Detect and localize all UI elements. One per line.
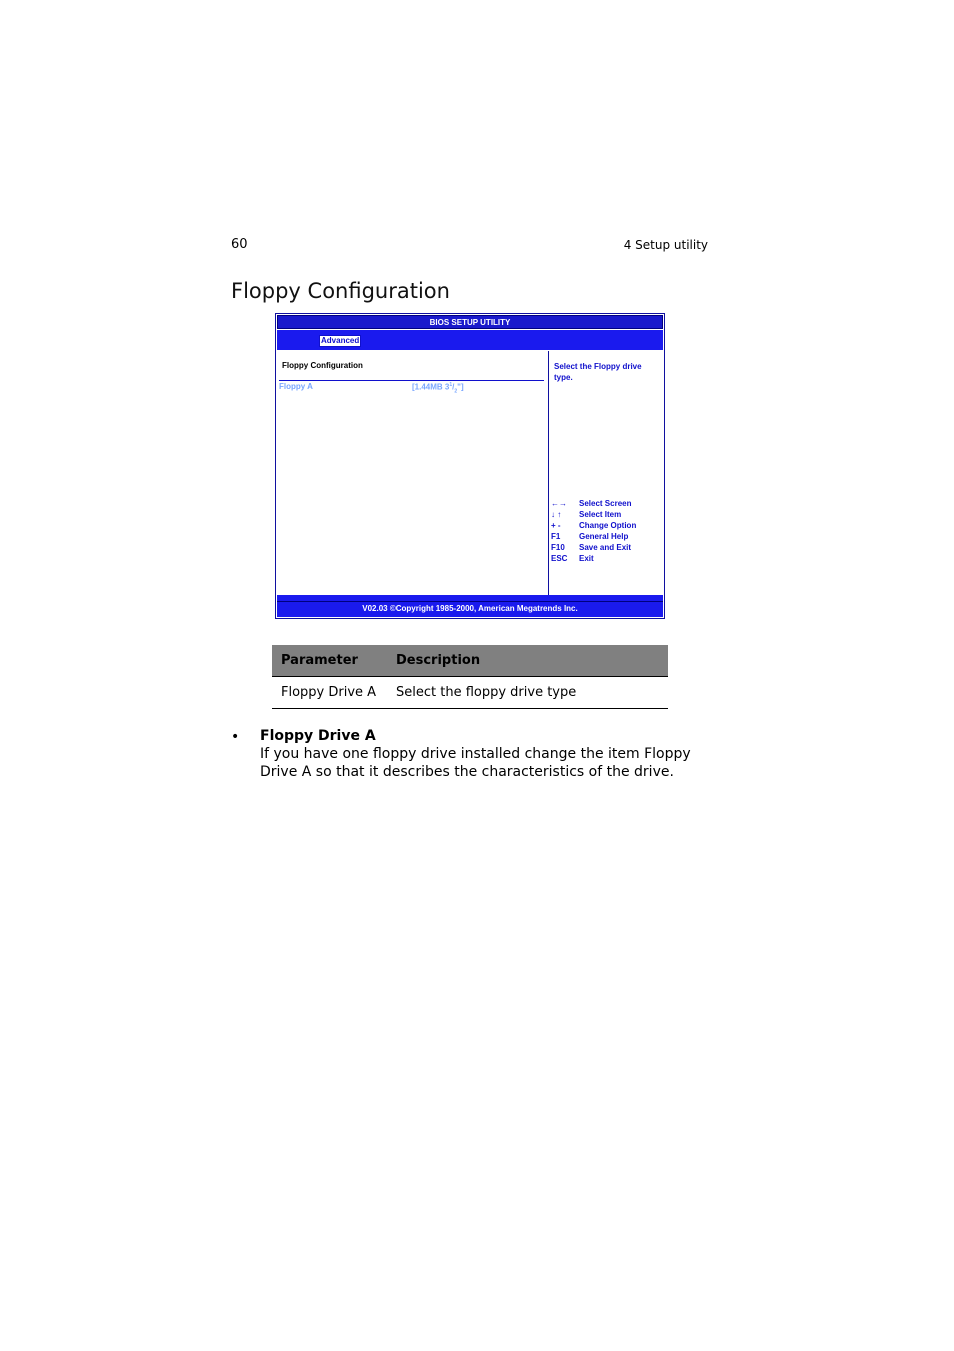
key-plus-minus: + - bbox=[551, 521, 561, 530]
key-arrows-horizontal: ←→ bbox=[551, 499, 567, 508]
key-row bbox=[551, 542, 661, 553]
key-row bbox=[551, 498, 661, 509]
bullet-heading: Floppy Drive A bbox=[260, 728, 376, 744]
floppy-a-value-sup: 1 bbox=[449, 382, 453, 388]
key-desc: General Help bbox=[579, 532, 629, 541]
page-title: Floppy Configuration bbox=[231, 279, 450, 303]
key-row bbox=[551, 531, 661, 542]
bios-title: BIOS SETUP UTILITY bbox=[277, 315, 663, 329]
parameter-table bbox=[272, 645, 668, 709]
key-esc: ESC bbox=[551, 554, 568, 563]
bullet-icon: • bbox=[231, 729, 240, 745]
key-desc: Exit bbox=[579, 554, 594, 563]
bios-settings-panel bbox=[277, 351, 548, 596]
page-number: 60 bbox=[231, 237, 248, 252]
table-row bbox=[272, 677, 668, 709]
cell-parameter: Floppy Drive A bbox=[272, 677, 387, 709]
bios-menu-bar bbox=[277, 330, 663, 350]
floppy-a-label[interactable]: Floppy A bbox=[279, 382, 313, 391]
floppy-a-value[interactable]: [1.44MB $3^1/_2$"] bbox=[412, 382, 464, 395]
floppy-a-value-sub: 2 bbox=[454, 388, 458, 395]
key-row bbox=[551, 509, 661, 520]
key-desc: Select Item bbox=[579, 510, 622, 519]
bullet-body: If you have one floppy drive installed change the item Floppy Drive A so that it describes the characteristics of the drive. bbox=[260, 746, 691, 780]
key-legend bbox=[551, 498, 661, 564]
bios-footer bbox=[277, 595, 663, 617]
divider bbox=[279, 380, 544, 381]
floppy-a-value-suffix: "] bbox=[457, 382, 464, 392]
table-header-row bbox=[272, 645, 668, 677]
key-row bbox=[551, 553, 661, 564]
bios-copyright: V02.03 ©Copyright 1985-2000, American Megatrends Inc. bbox=[277, 601, 663, 616]
bios-screenshot bbox=[275, 313, 665, 619]
cell-description: Select the floppy drive type bbox=[387, 677, 668, 709]
key-row bbox=[551, 520, 661, 531]
chapter-title: 4 Setup utility bbox=[623, 238, 708, 252]
key-desc: Change Option bbox=[579, 521, 637, 530]
key-desc: Select Screen bbox=[579, 499, 632, 508]
floppy-a-value-prefix: [1.44MB 3 bbox=[412, 382, 450, 392]
bios-help-panel bbox=[549, 351, 663, 596]
header-description: Description bbox=[387, 645, 668, 677]
tab-advanced[interactable]: Advanced bbox=[321, 336, 360, 345]
header-parameter: Parameter bbox=[272, 645, 387, 677]
key-arrows-vertical: ↓ ↑ bbox=[551, 510, 562, 519]
key-f10: F10 bbox=[551, 543, 565, 552]
key-desc: Save and Exit bbox=[579, 543, 632, 552]
key-f1: F1 bbox=[551, 532, 561, 541]
bios-section-heading: Floppy Configuration bbox=[282, 361, 363, 370]
help-text: Select the Floppy drive type. bbox=[554, 362, 642, 382]
